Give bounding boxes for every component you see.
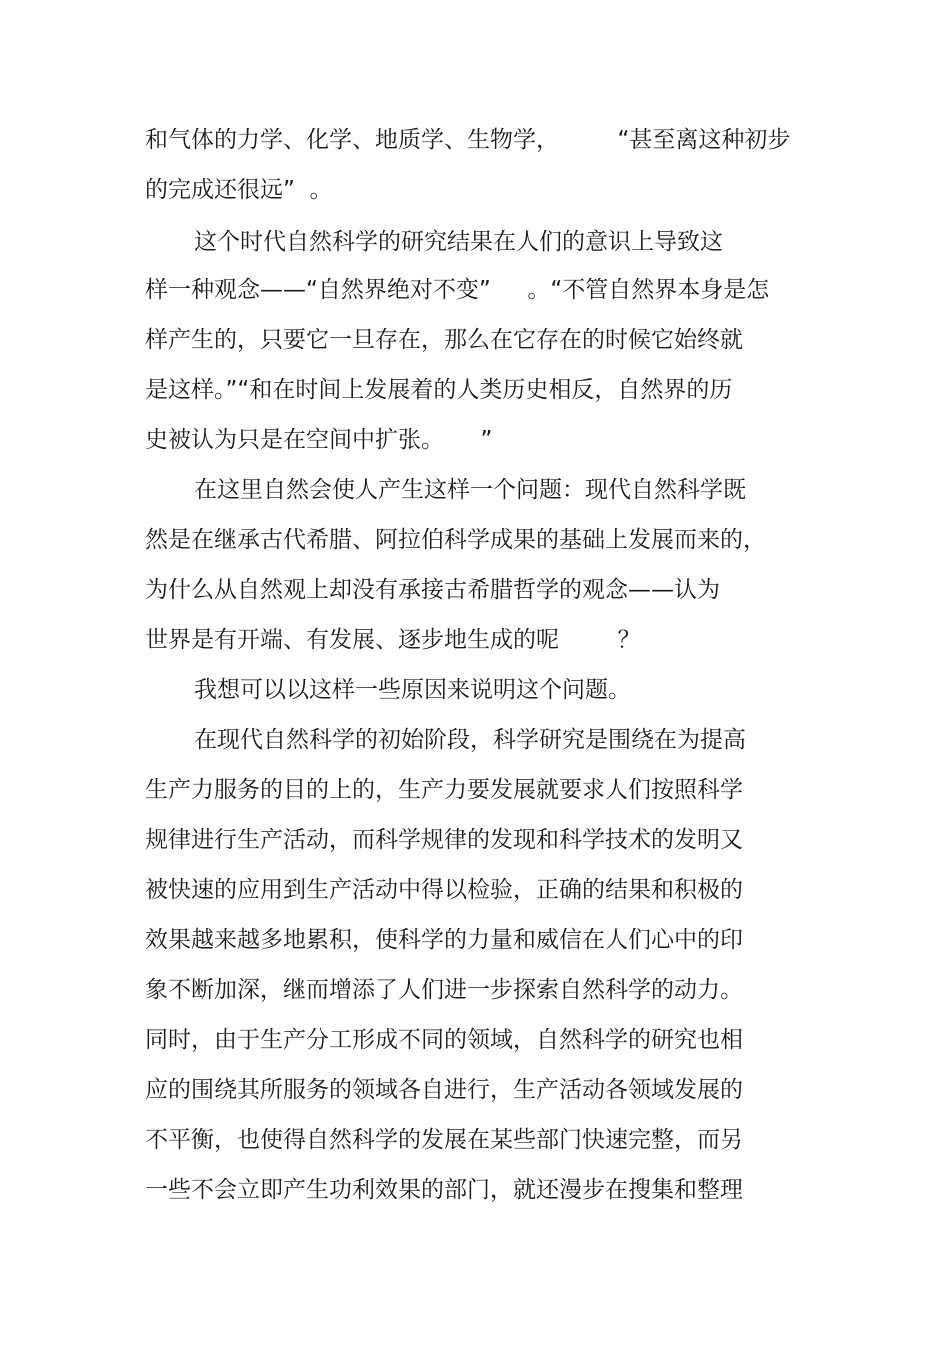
text-line: 样一种观念——“自然界绝对不变” 。“不管自然界本身是怎 [145, 277, 770, 303]
text-line: 和气体的力学、化学、地质学、生物学， “甚至离这种初步 [145, 127, 791, 153]
text-line: 效果越来越多地累积，使科学的力量和威信在人们心中的印 [145, 927, 743, 953]
paragraph-first-line: 这个时代自然科学的研究结果在人们的意识上导致这 [194, 229, 723, 255]
text-line: 是这样。”“和在时间上发展着的人类历史相反，自然界的历 [145, 377, 733, 403]
paragraph-first-line: 我想可以以这样一些原因来说明这个问题。 [194, 677, 631, 703]
text-line: 被快速的应用到生产活动中得以检验，正确的结果和积极的 [145, 877, 743, 903]
text-line: 应的围绕其所服务的领域各自进行，生产活动各领域发展的 [145, 1077, 743, 1103]
text-line: 同时，由于生产分工形成不同的领域，自然科学的研究也相 [145, 1027, 743, 1053]
paragraph-first-line: 在现代自然科学的初始阶段，科学研究是围绕在为提高 [194, 727, 746, 753]
text-line: 生产力服务的目的上的，生产力要发展就要求人们按照科学 [145, 777, 743, 803]
text-line: 的完成还很远” 。 [145, 177, 333, 203]
text-line: 规律进行生产活动，而科学规律的发现和科学技术的发明又 [145, 827, 743, 853]
text-line: 世界是有开端、有发展、逐步地生成的呢 ？ [145, 627, 641, 653]
text-line: 史被认为只是在空间中扩张。 ” [145, 427, 493, 453]
text-line: 为什么从自然观上却没有承接古希腊哲学的观念——认为 [145, 577, 720, 603]
text-line: 一些不会立即产生功利效果的部门，就还漫步在搜集和整理 [145, 1177, 743, 1203]
text-line: 象不断加深，继而增添了人们进一步探索自然科学的动力。 [145, 977, 743, 1003]
text-line: 然是在继承古代希腊、阿拉伯科学成果的基础上发展而来的， [145, 527, 766, 553]
text-line: 不平衡，也使得自然科学的发展在某些部门快速完整，而另 [145, 1127, 743, 1153]
paragraph-first-line: 在这里自然会使人产生这样一个问题：现代自然科学既 [194, 477, 746, 503]
text-line: 样产生的，只要它一旦存在，那么在它存在的时候它始终就 [145, 327, 743, 353]
